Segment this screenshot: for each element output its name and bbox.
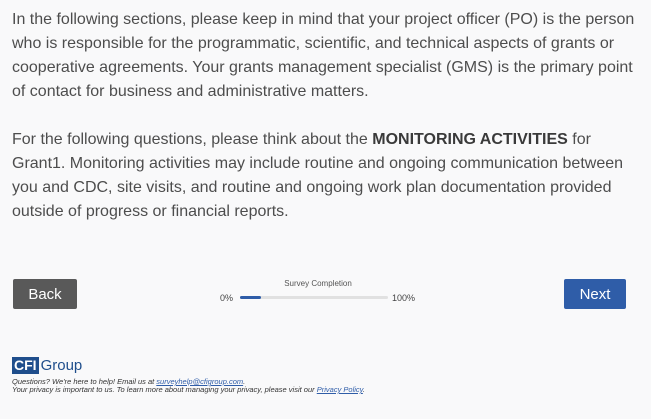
cfi-group-logo [12,356,82,374]
monitoring-text-before: For the following questions, please think about the [12,131,373,148]
back-button[interactable]: Back [13,279,77,309]
progress-min-label: 0% [220,293,234,303]
monitoring-text-after: for Grant1. Monitoring activities may include routine and ongoing communication between you and CDC, site visits, and routine and ongoing work plan documentation provided outside of progress or financial reports. [12,131,624,220]
progress-title: Survey Completion [284,279,352,288]
progress-bar-fill [240,296,261,299]
intro-paragraph-monitoring [12,128,642,224]
next-button[interactable]: Next [564,279,626,309]
footer-privacy-line [12,386,365,394]
footer-help-end: . [243,377,246,386]
footer-privacy-text: Your privacy is important to us. To learn more about managing your privacy, please visit our [12,385,317,394]
footer-privacy-end: . [362,385,365,394]
privacy-policy-link[interactable]: Privacy Policy [316,385,363,394]
monitoring-activities-emphasis: MONITORING ACTIVITIES [372,131,568,148]
logo-box: CFI [14,356,37,373]
footer-help-text: Questions? We're here to help! Email us at [12,377,157,386]
logo-text: Group [40,356,83,374]
progress-max-label: 100% [392,293,416,303]
intro-text [12,8,642,248]
intro-paragraph-officers: In the following sections, please keep in mind that your project officer (PO) is the person who is responsible for the programmatic, scientific, and technical aspects of grants or cooperative agreements. Your grants management specialist (GMS) is the primary point of contact for business and administrative matters. [12,11,635,100]
support-email-link[interactable]: surveyhelp@cfigroup.com [156,377,244,386]
progress-bar [240,296,388,299]
footer [12,378,365,394]
